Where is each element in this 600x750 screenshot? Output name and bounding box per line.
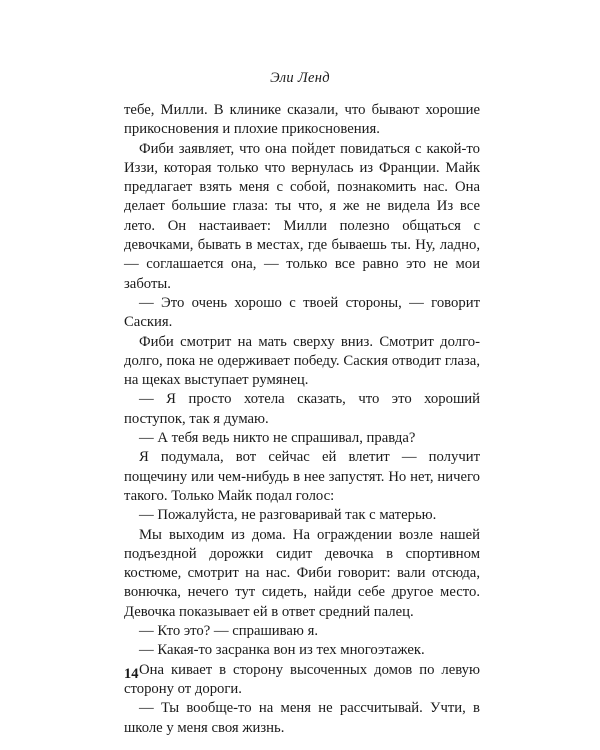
paragraph: — Я просто хотела сказать, что это хороший поступок, так я думаю. (124, 391, 480, 427)
running-header: Эли Ленд (270, 70, 330, 86)
paragraph: тебе, Милли. В клинике сказали, что бывают хорошие прикосновения и плохие прикосновения. (124, 102, 480, 138)
paragraph: — Кто это? — спрашиваю я. (139, 623, 319, 640)
paragraph: Фиби смотрит на мать сверху вниз. Смотрит долго-долго, пока не одерживает победу. Саския отводит глаза, на щеках выступает румянец. (124, 333, 480, 389)
paragraph: Она кивает в сторону высоченных домов по левую сторону от дороги. (124, 661, 480, 697)
body-text (124, 101, 480, 738)
paragraph: Фиби заявляет, что она пойдет повидаться с какой-то Иззи, которая только что вернулась из Франции. Майк предлагает взять меня с собой, познакомить нас. Она делает большие глаза: ты что, я же не видела Из все лето. Он настаивает: Милли полезно общаться с девочками, бывать в местах, где бываешь ты. Ну, ладно, — соглашается она, — только все равно это не мои заботы. (124, 140, 480, 292)
page-number: 14 (124, 666, 139, 682)
paragraph: Я подумала, вот сейчас ей влетит — получит пощечину или чем-нибудь в нее запустят. Но нет, ничего такого. Только Майк подал голос: (124, 449, 480, 504)
paragraph: — Это очень хорошо с твоей стороны, — говорит Саския. (124, 294, 480, 331)
paragraph: — Пожалуйста, не разговаривай так с матерью. (139, 507, 437, 524)
paragraph: Мы выходим из дома. На ограждении возле нашей подъездной дорожки сидит девочка в спортивном костюме, смотрит на нас. Фиби говорит: вали отсюда, вонючка, нечего тут сидеть, найди себе другое место. Девочка показывает ей в ответ средний палец. (124, 526, 480, 620)
paragraph: — Ты вообще-то на меня не рассчитывай. Учти, в школе у меня своя жизнь. (124, 700, 480, 736)
paragraph: — А тебя ведь никто не спрашивал, правда? (139, 430, 416, 447)
paragraph: — Какая-то засранка вон из тех многоэтажек. (139, 642, 425, 659)
